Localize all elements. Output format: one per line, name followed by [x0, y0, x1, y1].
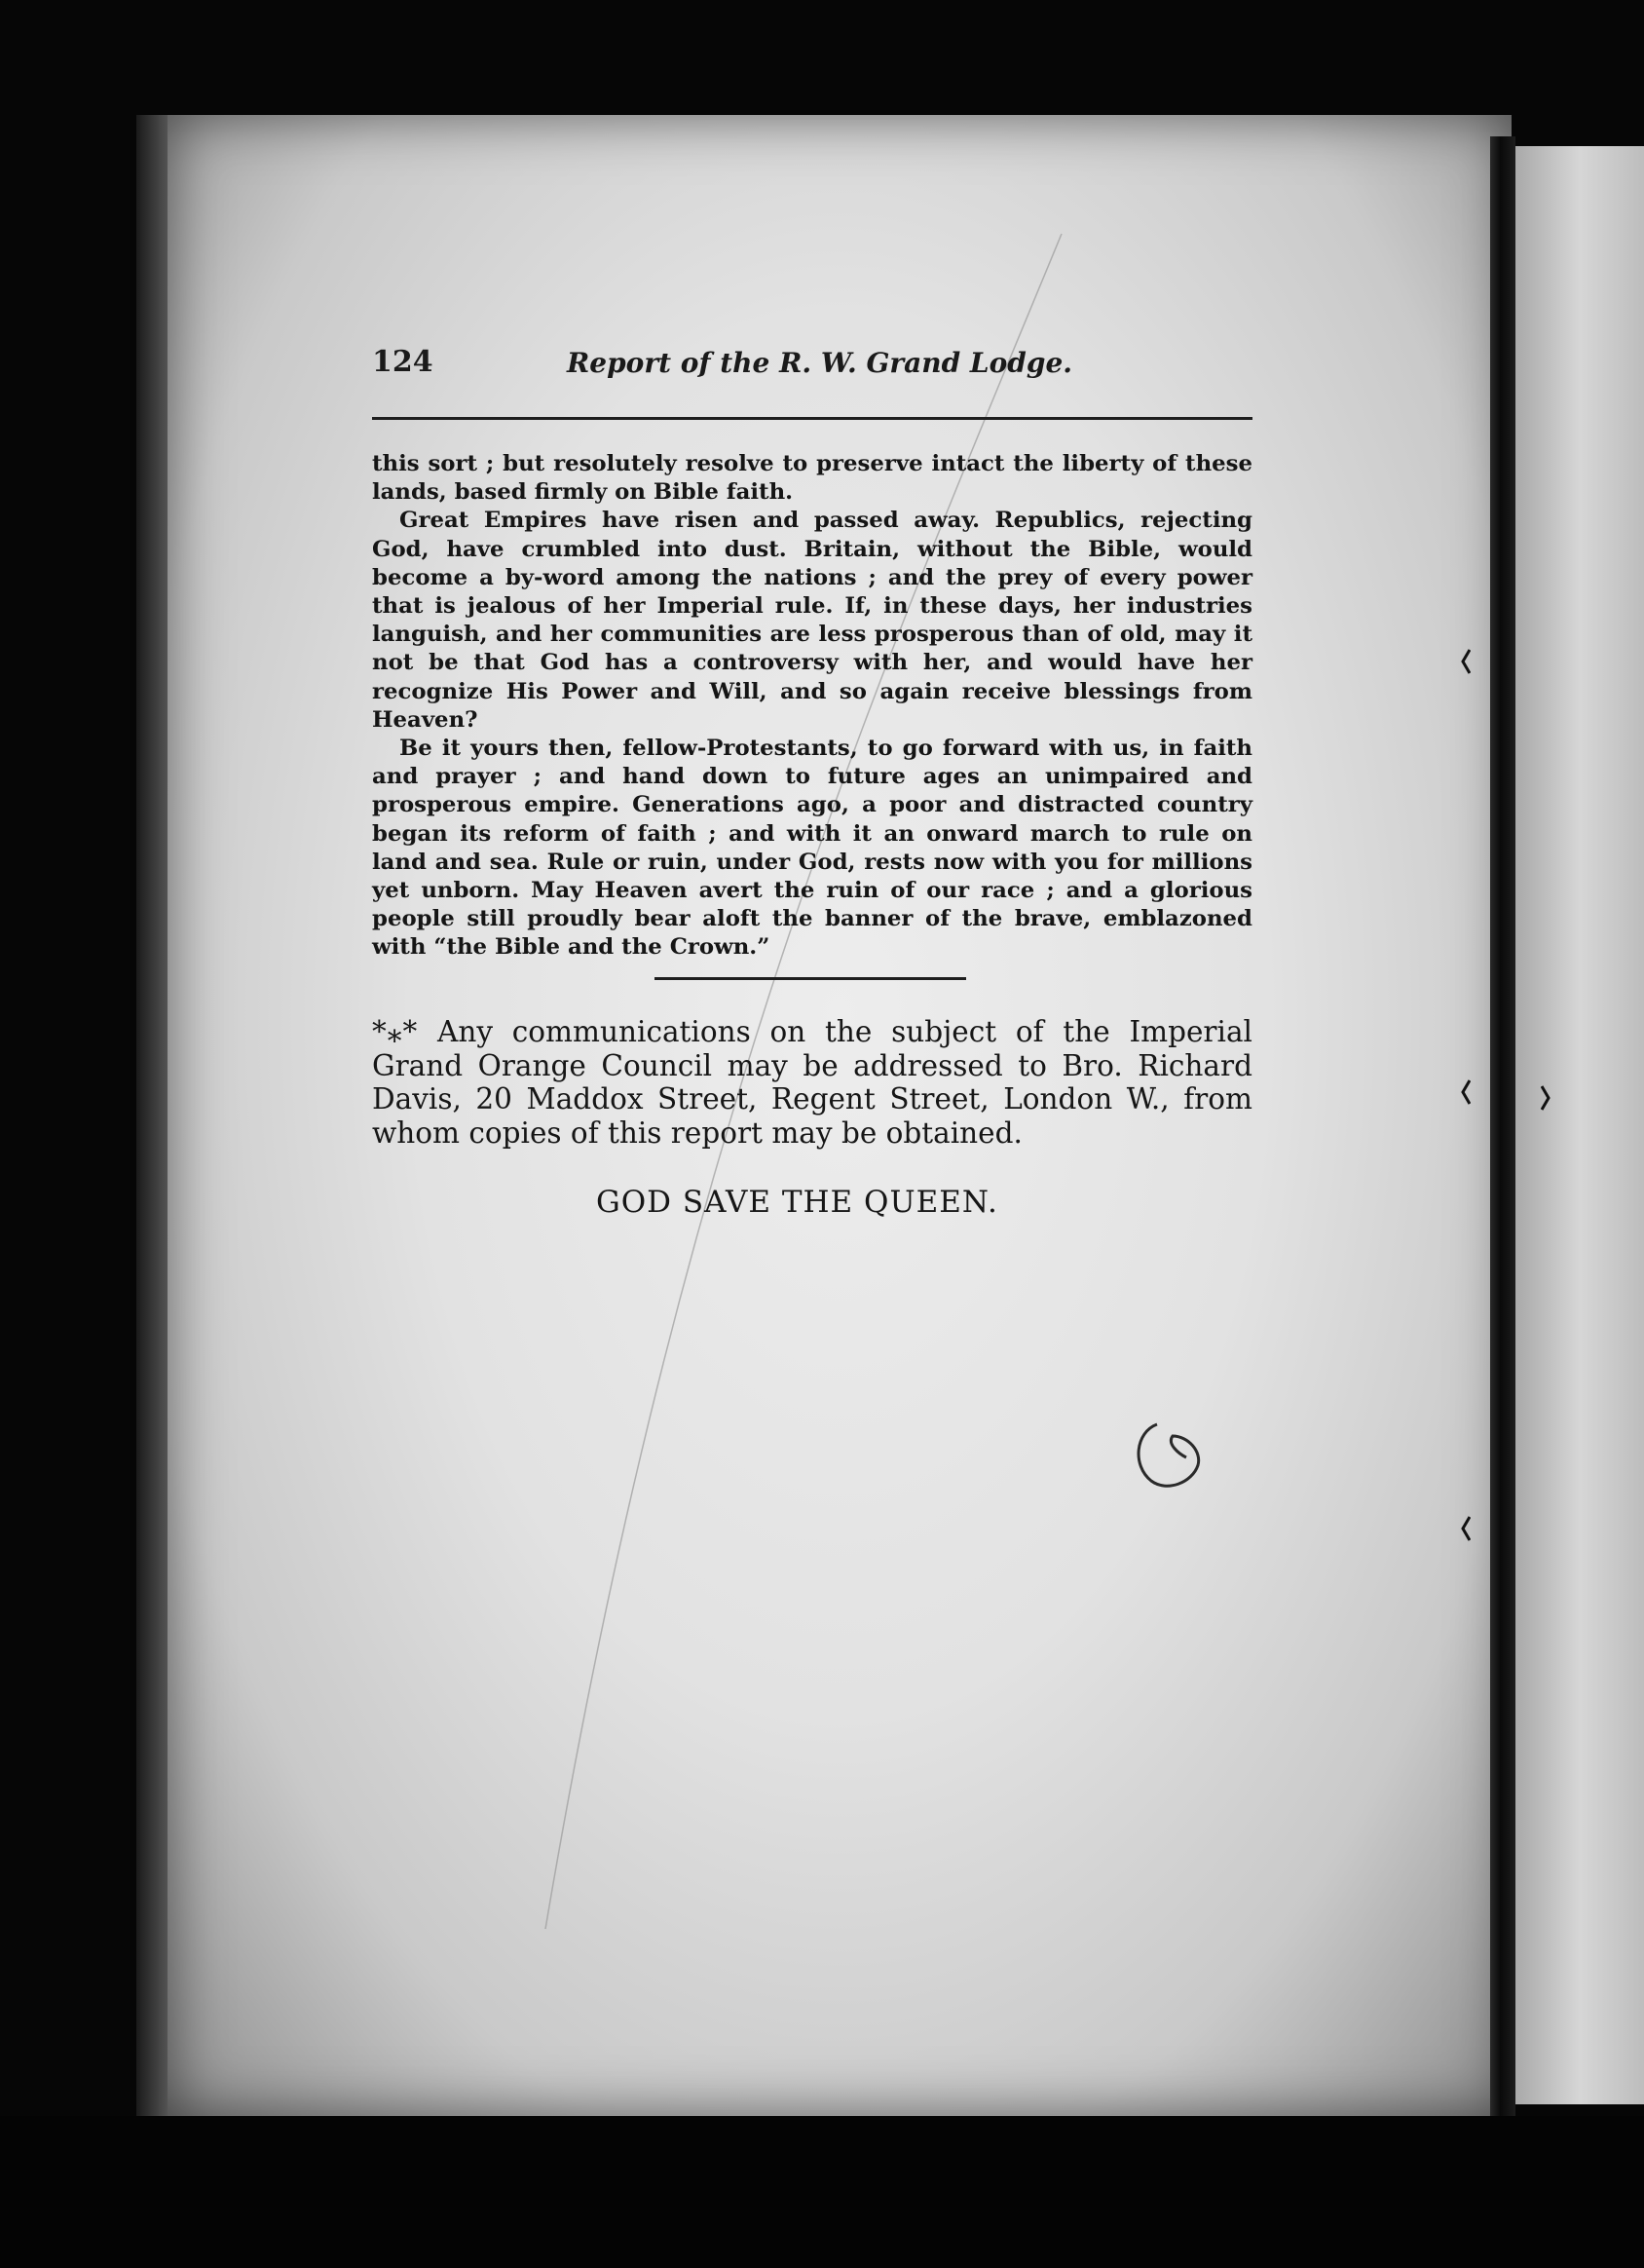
paragraph: Great Empires have risen and passed away. Republics, rejecting God, have crumbled into dust. Britain, without the Bible, would become a by-word among the nations ; and the prey of every power that is jealous of her Imperial rule. If, in these days, her industries languish, and her communities are less prosperous than of old, may it not be that God has a controversy with her, and would have her recognize His Power and Will, and so again receive blessings from Heaven?	[372, 508, 1252, 733]
asterism: *⁎*	[372, 1015, 419, 1048]
handwritten-circle-mark	[1128, 1415, 1206, 1494]
margin-bracket-mark	[1461, 1079, 1471, 1105]
scan-bottom-border	[0, 2116, 1644, 2268]
margin-bracket-mark	[1461, 649, 1471, 674]
facing-page-edge	[1515, 146, 1644, 2104]
paragraph: this sort ; but resolutely resolve to preserve intact the liberty of these lands, based firmly on Bible faith.	[372, 451, 1252, 506]
notice-text: Any communications on the subject of the Imperial Grand Orange Council may be addressed to Bro. Richard Davis, 20 Maddox Street, Regent Street, London W., from whom copies of this report may be obtained.	[372, 1015, 1252, 1150]
binding-gutter	[1490, 136, 1515, 2124]
page-number: 124	[372, 345, 433, 379]
margin-bracket-mark	[1461, 1516, 1471, 1541]
running-head: Report of the R. W. Grand Lodge.	[567, 347, 1073, 379]
closing-line: GOD SAVE THE QUEEN.	[596, 1185, 998, 1220]
body-text	[372, 450, 1252, 963]
paragraph: Be it yours then, fellow-Protestants, to go forward with us, in faith and prayer ; and hand down to future ages an unimpaired and prosperous empire. Generations ago, a poor and distracted country began its reform of faith ; and with it an onward march to rule on land and sea. Rule or ruin, under God, rests now with you for millions yet unborn. May Heaven avert the ruin of our race ; and a glorious people still proudly bear aloft the banner of the brave, emblazoned with “the Bible and the Crown.”	[372, 736, 1252, 961]
margin-bracket-mark	[1541, 1085, 1551, 1111]
header-rule	[372, 417, 1252, 420]
section-divider	[654, 977, 966, 980]
notice-paragraph	[372, 1015, 1252, 1150]
page-left-edge	[136, 115, 171, 2116]
page-header	[372, 343, 1252, 392]
